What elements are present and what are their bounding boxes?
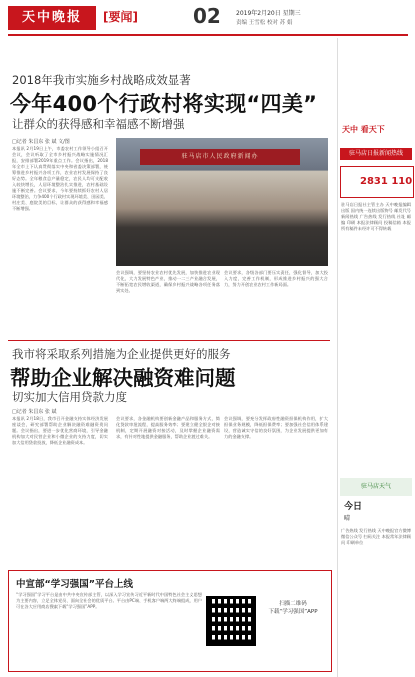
story1-byline: □记者 朱昌东 张 斌 文/图 (12, 139, 70, 145)
story2-body-col2: 会议要求，各金融机构要创新金融产品和服务方式，简化贷款审批流程，提高服务效率；要建立健全银企对接机制，定期开展融资对接活动，及时掌握企业融资需求，有针对性地提供金融服务，帮助企业渡过难关。 (116, 416, 220, 439)
story1-deck: 让群众的获得感和幸福感不断增强 (12, 117, 185, 131)
story1-body-col3: 会议要求，各级各部门要压实责任，强化督导，加大投入力度，完善工作机制，形成推进乡村振兴的强大合力，努力开创农业农村工作新局面。 (224, 270, 328, 287)
weather-label: 驻马店天气 (340, 478, 412, 496)
qr-caption (258, 600, 328, 616)
story1-body-col1: 本报讯 2月19日上午，市委农村工作领导小组召开会议，会议听取了全市乡村振兴战略实施情况汇报，安排部署2019年重点工作。会议指出，2018年全市上下认真贯彻落实中央和省委决策部署，统筹推进乡村振兴各项工作，农业农村发展保持了良好态势。全年粮食总产量稳定，农民人均可支配收入较快增长，人居环境整治扎实推进，农村基础设施不断完善。会议要求，今年要持续抓好农村人居环境整治，力争400个行政村实现环境美、田园美、村庄美、庭院美的目标，让群众的获得感和幸福感不断增强。 (12, 146, 108, 211)
weather-today-sub: 晴 (344, 515, 351, 522)
page-number: 02 (193, 4, 221, 28)
ad-title: 中宣部“学习强国”平台上线 (16, 579, 133, 590)
sidebar-slogan: 天中 看天下 (342, 125, 385, 134)
qr-caption-line1: 扫描二维码 (279, 601, 307, 607)
story1-kicker: 2018年我市实施乡村战略成效显著 (12, 73, 191, 87)
story2-byline: □记者 朱昌东 张 斌 (12, 409, 57, 415)
story2-deck: 切实加大信用贷款力度 (12, 390, 127, 404)
photo-banner: 驻马店市人民政府新闻办 (140, 149, 300, 165)
story1-headline: 今年400个行政村将实现“四美” (10, 92, 318, 116)
paper-logo: 天中晚报 (8, 6, 96, 30)
qr-code (206, 596, 256, 646)
story2-kicker: 我市将采取系列措施为企业提供更好的服务 (12, 347, 231, 361)
editor-line: 责编 王雪松 校对 苏 娟 (236, 20, 293, 26)
weather-today (344, 502, 362, 524)
story2-headline: 帮助企业解决融资难问题 (10, 366, 236, 390)
story2-body-col3: 会议强调，要充分发挥政府性融资担保机构作用，扩大担保业务规模，降低担保费率；要加强社会信用体系建设，营造诚实守信的良好氛围，为企业发展提供更加有力的金融支撑。 (224, 416, 328, 439)
qr-caption-line2: 下载“学习强国”APP (268, 609, 318, 615)
hotline-label: 驻马店日报新闻热线 (340, 148, 412, 160)
issue-date: 2019年2月20日 星期三 (236, 10, 301, 17)
section-tag: [要闻] (103, 10, 138, 24)
section-divider (8, 340, 330, 341)
ad-body: “学习强国”学习平台是由中共中央宣传部主管，以深入学习宣传习近平新时代中国特色社会主义思想为主要内容，立足全体党员、面向全社会的优质平台。平台由PC端、手机客户端两大终端组成，用户可在各大应用商店搜索下载“学习强国”APP。 (16, 592, 202, 609)
sidebar-info-text: 驻马店日报社主管主办 天中晚报编辑出版 国内统一连续出版物号 邮发代号 新闻热线 广告热线 发行热线 社址 邮编 印刷 本报法律顾问 投稿信箱 本报所有稿件未经许可不得转载 (341, 202, 411, 231)
story1-body-col2: 会议强调，要坚持农业农村优先发展，加快推进农业现代化，大力发展特色产业，推动一二三产业融合发展，不断拓宽农民增收渠道，确保乡村振兴战略各项任务落到实处。 (116, 270, 220, 293)
weather-today-label: 今日 (344, 502, 363, 512)
sidebar-footer-text: 广告热线 发行热线 天中晚报官方微博 微信公众号 扫码关注 本报常年法律顾问 印刷单位 (341, 528, 411, 545)
hotline-number: 2831 110 (360, 176, 413, 187)
masthead-rule (8, 34, 408, 36)
story2-body-col1: 本报讯 2月18日，我市召开金融支持实体经济发展座谈会，研究部署帮助企业解决融资难融资贵问题。会议指出，要进一步优化营商环境，引导金融机构加大对民营企业和小微企业的支持力度，切实加大信用贷款投放，降低企业融资成本。 (12, 416, 108, 445)
